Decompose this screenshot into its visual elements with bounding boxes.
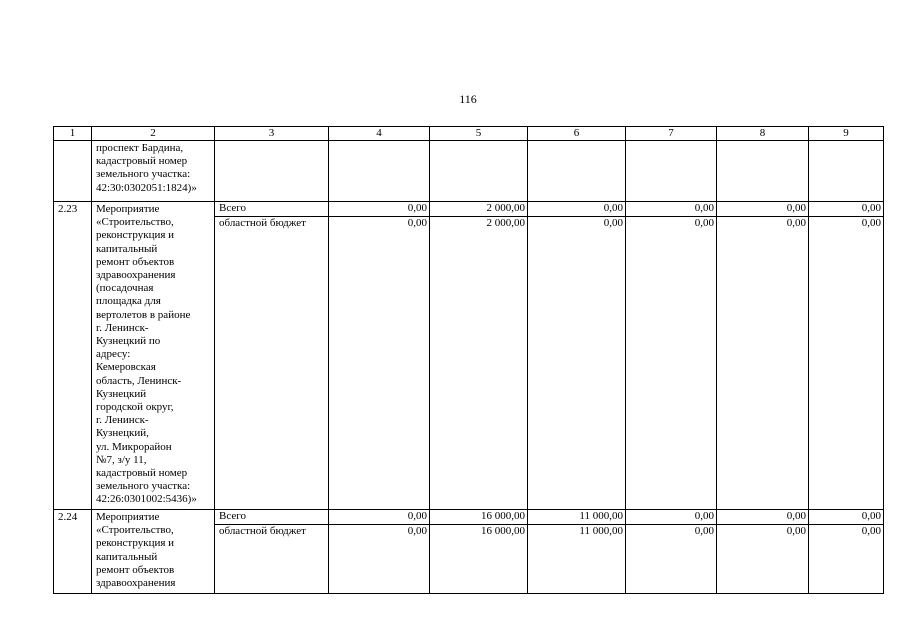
header-cell-8: 8	[717, 127, 809, 141]
value-col-7: 0,00	[626, 525, 717, 594]
value-cell	[430, 141, 528, 202]
header-cell-4: 4	[329, 127, 430, 141]
value-col-9: 0,00	[809, 525, 884, 594]
value-col-6: 0,00	[528, 217, 626, 510]
row-number: 2.23	[54, 202, 92, 510]
value-col-9: 0,00	[809, 202, 884, 217]
source-cell: областной бюджет	[215, 217, 329, 510]
value-col-7: 0,00	[626, 202, 717, 217]
value-col-5: 16 000,00	[430, 510, 528, 525]
description-cell: проспект Бардина, кадастровый номер земельного участка: 42:30:0302051:1824)»	[92, 141, 215, 202]
value-col-6: 0,00	[528, 202, 626, 217]
value-col-9: 0,00	[809, 217, 884, 510]
source-cell: Всего	[215, 202, 329, 217]
page-number: 116	[459, 92, 477, 106]
value-col-7: 0,00	[626, 217, 717, 510]
source-cell: Всего	[215, 510, 329, 525]
description-cell: Мероприятие «Строительство, реконструкция и капитальный ремонт объектов здравоохранения	[92, 510, 215, 594]
value-col-5: 2 000,00	[430, 202, 528, 217]
value-col-9: 0,00	[809, 510, 884, 525]
value-col-4: 0,00	[329, 217, 430, 510]
value-cell	[626, 141, 717, 202]
table-row-continuation	[54, 141, 884, 202]
header-cell-7: 7	[626, 127, 717, 141]
description-cell: Мероприятие «Строительство, реконструкция и капитальный ремонт объектов здравоохранения (посадочная площадка для вертолетов в районе г. Ленинск- Кузнецкий по адресу: Кемеровская область, Ленинск- Кузнецкий городской округ, г. Ленинск- Кузнецкий, ул. Микрорайон №7, з/у 11, кадастровый номер земельного участка: 42:26:0301002:5436)»	[92, 202, 215, 510]
value-col-4: 0,00	[329, 202, 430, 217]
table-header-row	[54, 127, 884, 141]
table-row-2-24-total	[54, 510, 884, 525]
value-col-8: 0,00	[717, 510, 809, 525]
header-cell-5: 5	[430, 127, 528, 141]
source-cell: областной бюджет	[215, 525, 329, 594]
value-cell	[528, 141, 626, 202]
value-cell	[809, 141, 884, 202]
value-col-5: 16 000,00	[430, 525, 528, 594]
row-number: 2.24	[54, 510, 92, 594]
header-cell-2: 2	[92, 127, 215, 141]
value-col-6: 11 000,00	[528, 525, 626, 594]
value-col-8: 0,00	[717, 202, 809, 217]
value-cell	[329, 141, 430, 202]
value-col-7: 0,00	[626, 510, 717, 525]
value-col-5: 2 000,00	[430, 217, 528, 510]
number-cell	[54, 141, 92, 202]
table-row-2-23-total	[54, 202, 884, 217]
value-col-8: 0,00	[717, 217, 809, 510]
header-cell-9: 9	[809, 127, 884, 141]
budget-table	[53, 126, 884, 594]
value-col-8: 0,00	[717, 525, 809, 594]
value-cell	[717, 141, 809, 202]
header-cell-6: 6	[528, 127, 626, 141]
value-col-4: 0,00	[329, 525, 430, 594]
value-col-4: 0,00	[329, 510, 430, 525]
header-cell-1: 1	[54, 127, 92, 141]
source-cell	[215, 141, 329, 202]
header-cell-3: 3	[215, 127, 329, 141]
value-col-6: 11 000,00	[528, 510, 626, 525]
